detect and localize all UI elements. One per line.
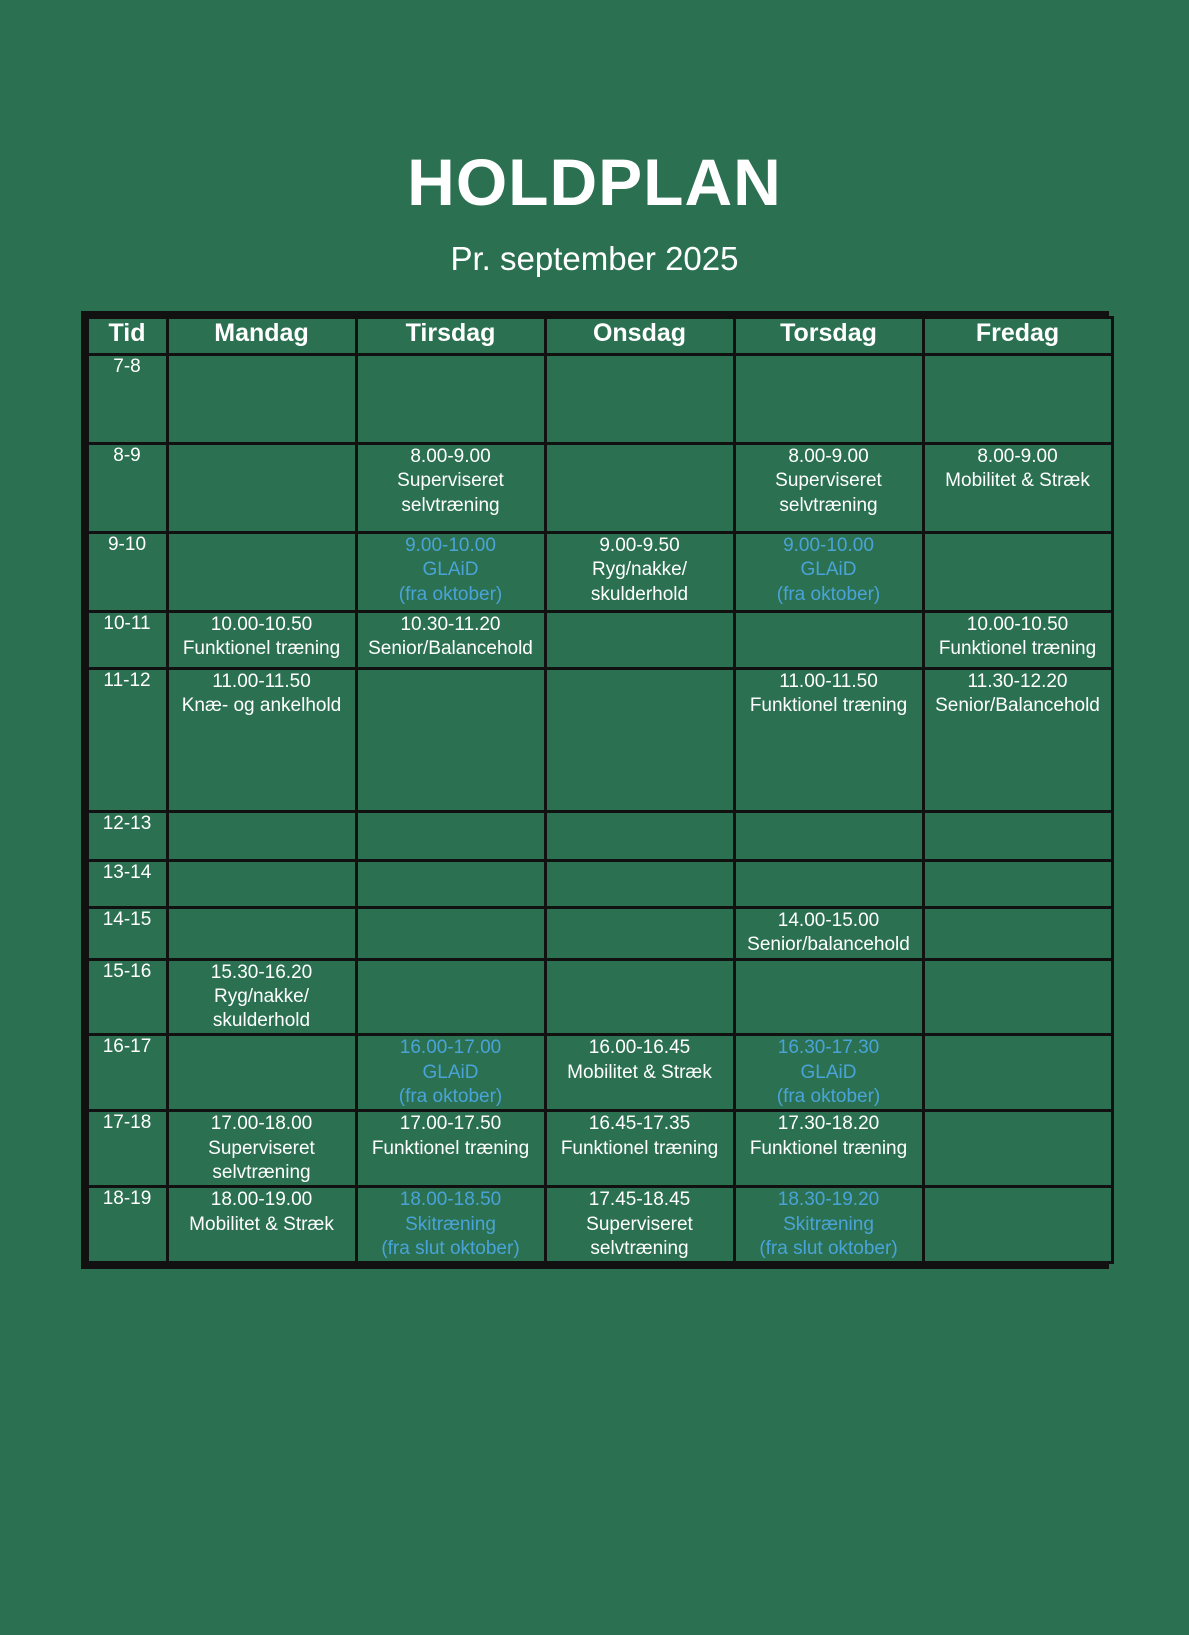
column-header-onsdag: Onsdag [545,317,734,354]
schedule-cell-empty [356,811,545,860]
time-slot-label: 10-11 [87,611,167,668]
schedule-cell-empty [734,811,923,860]
page-title: HOLDPLAN [407,145,782,219]
column-header-fredag: Fredag [923,317,1112,354]
schedule-cell-empty [356,860,545,907]
schedule-cell [356,1035,545,1111]
schedule-row [87,611,1112,668]
schedule-cell-empty [167,354,356,443]
class-time: 17.45-18.45 [588,1189,691,1211]
schedule-cell-empty [545,668,734,811]
time-slot-label: 15-16 [87,959,167,1035]
class-name: (fra oktober) [776,583,881,605]
time-slot-label: 11-12 [87,668,167,811]
schedule-cell-empty [167,860,356,907]
schedule-cell-empty [734,959,923,1035]
class-time: 17.30-18.20 [777,1113,880,1135]
schedule-cell [356,532,545,611]
schedule-cell-empty [545,443,734,532]
schedule-table-container [81,311,1109,1269]
schedule-cell [356,611,545,668]
schedule-cell-empty [545,611,734,668]
class-name: Funktionel træning [182,638,341,660]
time-slot-label: 8-9 [87,443,167,532]
class-time: 18.00-18.50 [399,1189,502,1211]
class-time: 16.00-16.45 [588,1037,691,1059]
time-slot-label: 18-19 [87,1187,167,1263]
schedule-row [87,1035,1112,1111]
class-name: skulderhold [212,1010,311,1032]
schedule-row [87,860,1112,907]
schedule-table-body [87,354,1112,1262]
schedule-cell-empty [923,860,1112,907]
class-time: 8.00-9.00 [977,445,1058,467]
schedule-cell [734,668,923,811]
schedule-row [87,1187,1112,1263]
schedule-cell-empty [545,860,734,907]
schedule-cell [734,1111,923,1187]
time-slot-label: 12-13 [87,811,167,860]
class-name: (fra oktober) [398,1086,503,1108]
schedule-row [87,811,1112,860]
schedule-row [87,443,1112,532]
schedule-cell [734,1187,923,1263]
class-name: (fra slut oktober) [759,1237,898,1259]
class-time: 17.00-17.50 [399,1113,502,1135]
schedule-cell [356,443,545,532]
column-header-torsdag: Torsdag [734,317,923,354]
class-name: GLAiD [422,1061,479,1083]
class-name: Funktionel træning [749,1137,908,1159]
schedule-table-head [87,317,1112,354]
schedule-row [87,668,1112,811]
class-time: 9.00-9.50 [599,534,680,556]
class-name: Skitræning [783,1213,874,1235]
class-time: 10.00-10.50 [210,613,313,635]
time-slot-label: 7-8 [87,354,167,443]
schedule-cell-empty [923,959,1112,1035]
class-name: skulderhold [590,583,689,605]
schedule-cell-empty [545,959,734,1035]
class-name: Ryg/nakke/ [591,559,688,581]
class-name: Ryg/nakke/ [213,985,310,1007]
class-time: 11.30-12.20 [967,670,1068,692]
class-name: Funktionel træning [371,1137,530,1159]
schedule-cell [734,1035,923,1111]
schedule-cell-empty [545,907,734,959]
schedule-cell-empty [545,354,734,443]
class-time: 9.00-10.00 [783,534,874,556]
schedule-cell-empty [545,811,734,860]
class-time: 18.30-19.20 [777,1189,880,1211]
time-slot-label: 13-14 [87,860,167,907]
schedule-cell [356,1187,545,1263]
class-time: 18.00-19.00 [210,1189,313,1211]
class-name: Skitræning [405,1213,496,1235]
schedule-cell [167,611,356,668]
class-time: 14.00-15.00 [777,909,880,931]
schedule-cell-empty [923,532,1112,611]
class-name: Superviseret [586,1213,693,1235]
schedule-cell [356,1111,545,1187]
schedule-row [87,907,1112,959]
class-time: 10.30-11.20 [400,613,501,635]
class-name: Funktionel træning [938,638,1097,660]
class-name: selvtræning [590,1237,689,1259]
class-name: Knæ- og ankelhold [181,695,342,717]
time-slot-label: 14-15 [87,907,167,959]
class-name: Mobilitet & Stræk [189,1213,334,1235]
class-time: 10.00-10.50 [966,613,1069,635]
time-slot-label: 17-18 [87,1111,167,1187]
schedule-cell [923,611,1112,668]
schedule-cell-empty [356,959,545,1035]
schedule-cell [545,1111,734,1187]
schedule-row [87,1111,1112,1187]
class-time: 11.00-11.50 [779,670,878,692]
schedule-cell-empty [167,811,356,860]
class-name: (fra oktober) [398,583,503,605]
class-time: 8.00-9.00 [410,445,491,467]
class-time: 15.30-16.20 [210,961,313,983]
class-name: selvtræning [779,494,878,516]
schedule-cell [923,668,1112,811]
class-time: 11.00-11.50 [212,670,311,692]
class-time: 17.00-18.00 [210,1113,313,1135]
schedule-cell-empty [734,354,923,443]
class-time: 16.30-17.30 [777,1037,880,1059]
page-subtitle: Pr. september 2025 [450,240,739,278]
schedule-cell-empty [923,1187,1112,1263]
schedule-cell [167,959,356,1035]
class-name: Funktionel træning [560,1137,719,1159]
schedule-row [87,959,1112,1035]
class-time: 9.00-10.00 [405,534,496,556]
schedule-cell [545,1035,734,1111]
column-header-mandag: Mandag [167,317,356,354]
schedule-row [87,532,1112,611]
class-time: 16.45-17.35 [588,1113,691,1135]
class-name: Senior/balancehold [747,934,910,956]
class-time: 8.00-9.00 [788,445,869,467]
schedule-cell-empty [167,907,356,959]
schedule-cell [734,907,923,959]
schedule-cell-empty [923,354,1112,443]
schedule-cell-empty [167,443,356,532]
schedule-cell [545,1187,734,1263]
class-name: Superviseret [397,470,504,492]
schedule-cell [734,443,923,532]
class-name: Mobilitet & Stræk [567,1061,712,1083]
time-slot-label: 16-17 [87,1035,167,1111]
class-name: Mobilitet & Stræk [945,470,1090,492]
class-name: Senior/Balancehold [368,638,533,660]
schedule-cell-empty [923,1111,1112,1187]
class-name: (fra slut oktober) [381,1237,520,1259]
schedule-cell-empty [734,611,923,668]
schedule-table [86,316,1114,1264]
column-header-tirsdag: Tirsdag [356,317,545,354]
class-name: Senior/Balancehold [935,695,1100,717]
class-time: 16.00-17.00 [399,1037,502,1059]
schedule-cell-empty [356,668,545,811]
schedule-cell-empty [923,907,1112,959]
header-row [87,317,1112,354]
schedule-cell [545,532,734,611]
schedule-row [87,354,1112,443]
class-name: selvtræning [401,494,500,516]
schedule-cell [734,532,923,611]
class-name: (fra oktober) [776,1086,881,1108]
schedule-cell-empty [167,532,356,611]
column-header-tid: Tid [87,317,167,354]
class-name: GLAiD [800,559,857,581]
time-slot-label: 9-10 [87,532,167,611]
class-name: GLAiD [422,559,479,581]
class-name: Superviseret [208,1137,315,1159]
schedule-cell [167,1111,356,1187]
schedule-cell-empty [167,1035,356,1111]
schedule-cell-empty [356,354,545,443]
class-name: selvtræning [212,1162,311,1184]
schedule-cell [923,443,1112,532]
schedule-cell [167,1187,356,1263]
class-name: Superviseret [775,470,882,492]
class-name: GLAiD [800,1061,857,1083]
schedule-cell-empty [923,1035,1112,1111]
schedule-cell [167,668,356,811]
schedule-cell-empty [734,860,923,907]
schedule-cell-empty [356,907,545,959]
class-name: Funktionel træning [749,695,908,717]
schedule-cell-empty [923,811,1112,860]
